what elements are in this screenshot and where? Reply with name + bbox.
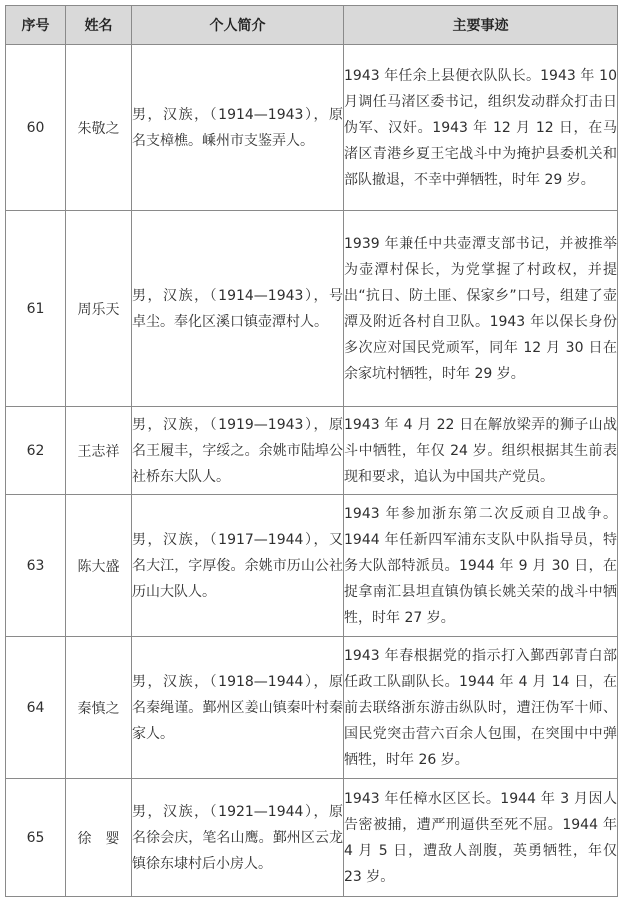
table-row (6, 211, 618, 407)
row-deeds: 1943 年春根据党的指示打入鄞西郭青白部任政工队副队长。1944 年 4 月 14 日，在前去联络浙东游击纵队时，遭汪伪军十师、国民党突击营六百余人包围，在突围中中弹牺牲，时年 26 岁。 (344, 637, 618, 779)
row-intro: 男，汉族，（1914—1943），原名支樟樵。嵊州市支鉴弄人。 (132, 45, 344, 211)
row-deeds: 1943 年参加浙东第二次反顽自卫战争。1944 年任新四军浦东支队中队指导员，特务大队部特派员。1944 年 9 月 30 日，在捉拿南汇县坦直镇伪镇长姚关荣的战斗中牺牲，时年 27 岁。 (344, 495, 618, 637)
table-row (6, 45, 618, 211)
header-no: 序号 (6, 6, 66, 45)
row-deeds: 1943 年任樟水区区长。1944 年 3 月因人告密被捕，遭严刑逼供至死不屈。1944 年 4 月 5 日，遭敌人剖腹，英勇牺牲，年仅 23 岁。 (344, 779, 618, 897)
row-name: 朱敬之 (66, 45, 132, 211)
row-intro: 男，汉族，（1917—1944），又名大江，字厚俊。余姚市历山公社历山大队人。 (132, 495, 344, 637)
martyrs-table (5, 5, 618, 897)
row-number: 60 (6, 45, 66, 211)
row-number: 62 (6, 407, 66, 495)
row-name: 秦慎之 (66, 637, 132, 779)
row-deeds: 1943 年任余上县便衣队队长。1943 年 10 月调任马渚区委书记，组织发动群众打击日伪军、汉奸。1943 年 12 月 12 日，在马渚区青港乡夏王宅战斗中为掩护县委机关和部队撤退，不幸中弹牺牲，时年 29 岁。 (344, 45, 618, 211)
header-name: 姓名 (66, 6, 132, 45)
table-row (6, 637, 618, 779)
row-number: 65 (6, 779, 66, 897)
row-intro: 男，汉族，（1919—1943），原名王履丰，字绥之。余姚市陆埠公社桥东大队人。 (132, 407, 344, 495)
header-deeds: 主要事迹 (344, 6, 618, 45)
row-name: 王志祥 (66, 407, 132, 495)
header-intro: 个人简介 (132, 6, 344, 45)
row-number: 63 (6, 495, 66, 637)
row-deeds: 1943 年 4 月 22 日在解放梁弄的狮子山战斗中牺牲，年仅 24 岁。组织根据其生前表现和要求，追认为中国共产党员。 (344, 407, 618, 495)
row-number: 64 (6, 637, 66, 779)
row-deeds: 1939 年兼任中共壶潭支部书记，并被推举为壶潭村保长，为党掌握了村政权，并提出“抗日、防土匪、保家乡”口号，组建了壶潭及附近各村自卫队。1943 年以保长身份多次应对国民党顽军，同年 12 月 30 日在余家坑村牺牲，时年 29 岁。 (344, 211, 618, 407)
row-name: 徐 婴 (66, 779, 132, 897)
row-intro: 男，汉族，（1914—1943），号卓尘。奉化区溪口镇壶潭村人。 (132, 211, 344, 407)
row-name: 周乐天 (66, 211, 132, 407)
table-row (6, 495, 618, 637)
header-row (6, 6, 618, 45)
row-name: 陈大盛 (66, 495, 132, 637)
row-intro: 男，汉族，（1921—1944），原名徐会庆，笔名山鹰。鄞州区云龙镇徐东埭村后小房人。 (132, 779, 344, 897)
row-intro: 男，汉族，（1918—1944），原名秦绳谨。鄞州区姜山镇秦叶村秦家人。 (132, 637, 344, 779)
row-number: 61 (6, 211, 66, 407)
table-row (6, 779, 618, 897)
table-row (6, 407, 618, 495)
